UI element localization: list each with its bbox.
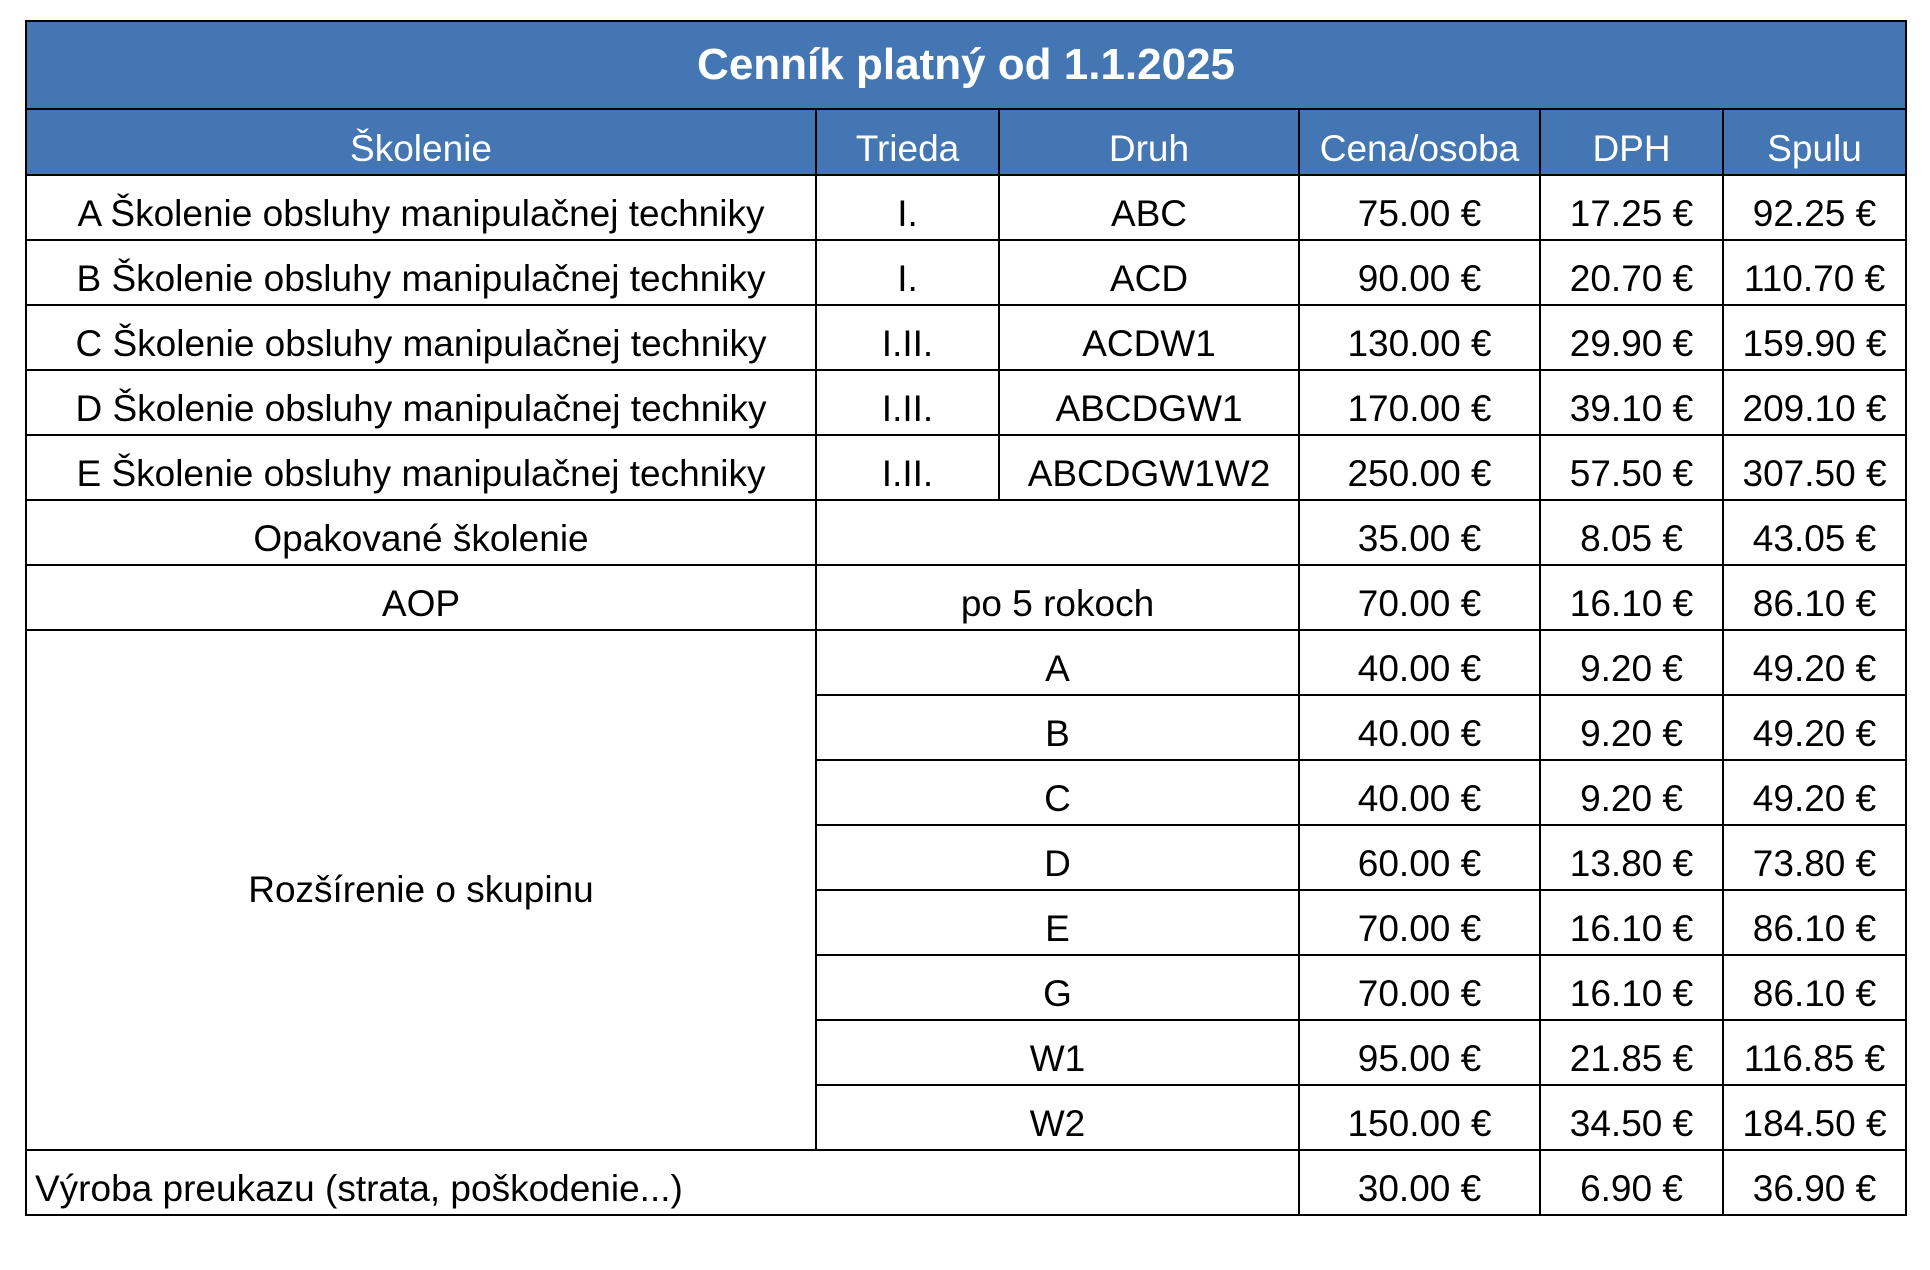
table-row — [26, 305, 1906, 370]
table-row — [26, 435, 1906, 500]
price-spolu: 184.50 € — [1723, 1085, 1906, 1150]
training-name: E Školenie obsluhy manipulačnej techniky — [26, 435, 816, 500]
price-cena: 250.00 € — [1299, 435, 1540, 500]
table-title: Cenník platný od 1.1.2025 — [26, 21, 1906, 109]
price-spolu: 49.20 € — [1723, 630, 1906, 695]
price-cena: 40.00 € — [1299, 695, 1540, 760]
title-row — [26, 21, 1906, 109]
extension-label: Rozšírenie o skupinu — [26, 630, 816, 1150]
header-spolu: Spulu — [1723, 109, 1906, 175]
price-dph: 21.85 € — [1540, 1020, 1723, 1085]
extension-row — [26, 630, 1906, 695]
price-cena: 35.00 € — [1299, 500, 1540, 565]
training-trieda: I.II. — [816, 305, 999, 370]
training-druh: ACD — [999, 240, 1299, 305]
price-cena: 40.00 € — [1299, 760, 1540, 825]
table-row — [26, 370, 1906, 435]
extension-group: B — [816, 695, 1299, 760]
price-spolu: 92.25 € — [1723, 175, 1906, 240]
extension-group: W1 — [816, 1020, 1299, 1085]
price-table — [25, 20, 1907, 1216]
price-spolu: 86.10 € — [1723, 565, 1906, 630]
price-spolu: 110.70 € — [1723, 240, 1906, 305]
price-dph: 29.90 € — [1540, 305, 1723, 370]
repeat-training-name: Opakované školenie — [26, 500, 816, 565]
price-cena: 30.00 € — [1299, 1150, 1540, 1215]
price-spolu: 159.90 € — [1723, 305, 1906, 370]
training-name: C Školenie obsluhy manipulačnej techniky — [26, 305, 816, 370]
price-cena: 150.00 € — [1299, 1085, 1540, 1150]
price-dph: 57.50 € — [1540, 435, 1723, 500]
price-spolu: 116.85 € — [1723, 1020, 1906, 1085]
price-dph: 9.20 € — [1540, 695, 1723, 760]
price-cena: 60.00 € — [1299, 825, 1540, 890]
price-dph: 20.70 € — [1540, 240, 1723, 305]
training-trieda: I.II. — [816, 370, 999, 435]
extension-group: D — [816, 825, 1299, 890]
repeat-training-empty — [816, 500, 1299, 565]
training-name: A Školenie obsluhy manipulačnej techniky — [26, 175, 816, 240]
price-cena: 75.00 € — [1299, 175, 1540, 240]
price-dph: 16.10 € — [1540, 565, 1723, 630]
training-druh: ACDW1 — [999, 305, 1299, 370]
price-cena: 130.00 € — [1299, 305, 1540, 370]
price-dph: 9.20 € — [1540, 760, 1723, 825]
training-name: D Školenie obsluhy manipulačnej techniky — [26, 370, 816, 435]
price-spolu: 49.20 € — [1723, 695, 1906, 760]
header-dph: DPH — [1540, 109, 1723, 175]
header-skolenie: Školenie — [26, 109, 816, 175]
header-trieda: Trieda — [816, 109, 999, 175]
price-dph: 39.10 € — [1540, 370, 1723, 435]
training-trieda: I. — [816, 175, 999, 240]
extension-group: A — [816, 630, 1299, 695]
card-name: Výroba preukazu (strata, poškodenie...) — [26, 1150, 1299, 1215]
price-spolu: 36.90 € — [1723, 1150, 1906, 1215]
price-dph: 8.05 € — [1540, 500, 1723, 565]
header-row — [26, 109, 1906, 175]
price-cena: 40.00 € — [1299, 630, 1540, 695]
price-dph: 9.20 € — [1540, 630, 1723, 695]
header-cena: Cena/osoba — [1299, 109, 1540, 175]
price-cena: 95.00 € — [1299, 1020, 1540, 1085]
card-row — [26, 1150, 1906, 1215]
training-trieda: I.II. — [816, 435, 999, 500]
training-druh: ABC — [999, 175, 1299, 240]
repeat-training-row — [26, 500, 1906, 565]
extension-group: E — [816, 890, 1299, 955]
price-dph: 34.50 € — [1540, 1085, 1723, 1150]
header-druh: Druh — [999, 109, 1299, 175]
price-spolu: 307.50 € — [1723, 435, 1906, 500]
price-spolu: 73.80 € — [1723, 825, 1906, 890]
table-row — [26, 175, 1906, 240]
price-dph: 6.90 € — [1540, 1150, 1723, 1215]
aop-row — [26, 565, 1906, 630]
price-cena: 90.00 € — [1299, 240, 1540, 305]
price-cena: 70.00 € — [1299, 565, 1540, 630]
extension-group: C — [816, 760, 1299, 825]
training-druh: ABCDGW1 — [999, 370, 1299, 435]
price-spolu: 49.20 € — [1723, 760, 1906, 825]
price-spolu: 86.10 € — [1723, 955, 1906, 1020]
price-cena: 70.00 € — [1299, 890, 1540, 955]
price-dph: 16.10 € — [1540, 890, 1723, 955]
extension-group: G — [816, 955, 1299, 1020]
price-dph: 17.25 € — [1540, 175, 1723, 240]
training-trieda: I. — [816, 240, 999, 305]
training-druh: ABCDGW1W2 — [999, 435, 1299, 500]
aop-note: po 5 rokoch — [816, 565, 1299, 630]
price-dph: 13.80 € — [1540, 825, 1723, 890]
extension-group: W2 — [816, 1085, 1299, 1150]
training-name: B Školenie obsluhy manipulačnej techniky — [26, 240, 816, 305]
price-spolu: 43.05 € — [1723, 500, 1906, 565]
aop-name: AOP — [26, 565, 816, 630]
price-dph: 16.10 € — [1540, 955, 1723, 1020]
table-row — [26, 240, 1906, 305]
price-spolu: 86.10 € — [1723, 890, 1906, 955]
price-cena: 170.00 € — [1299, 370, 1540, 435]
price-cena: 70.00 € — [1299, 955, 1540, 1020]
price-spolu: 209.10 € — [1723, 370, 1906, 435]
